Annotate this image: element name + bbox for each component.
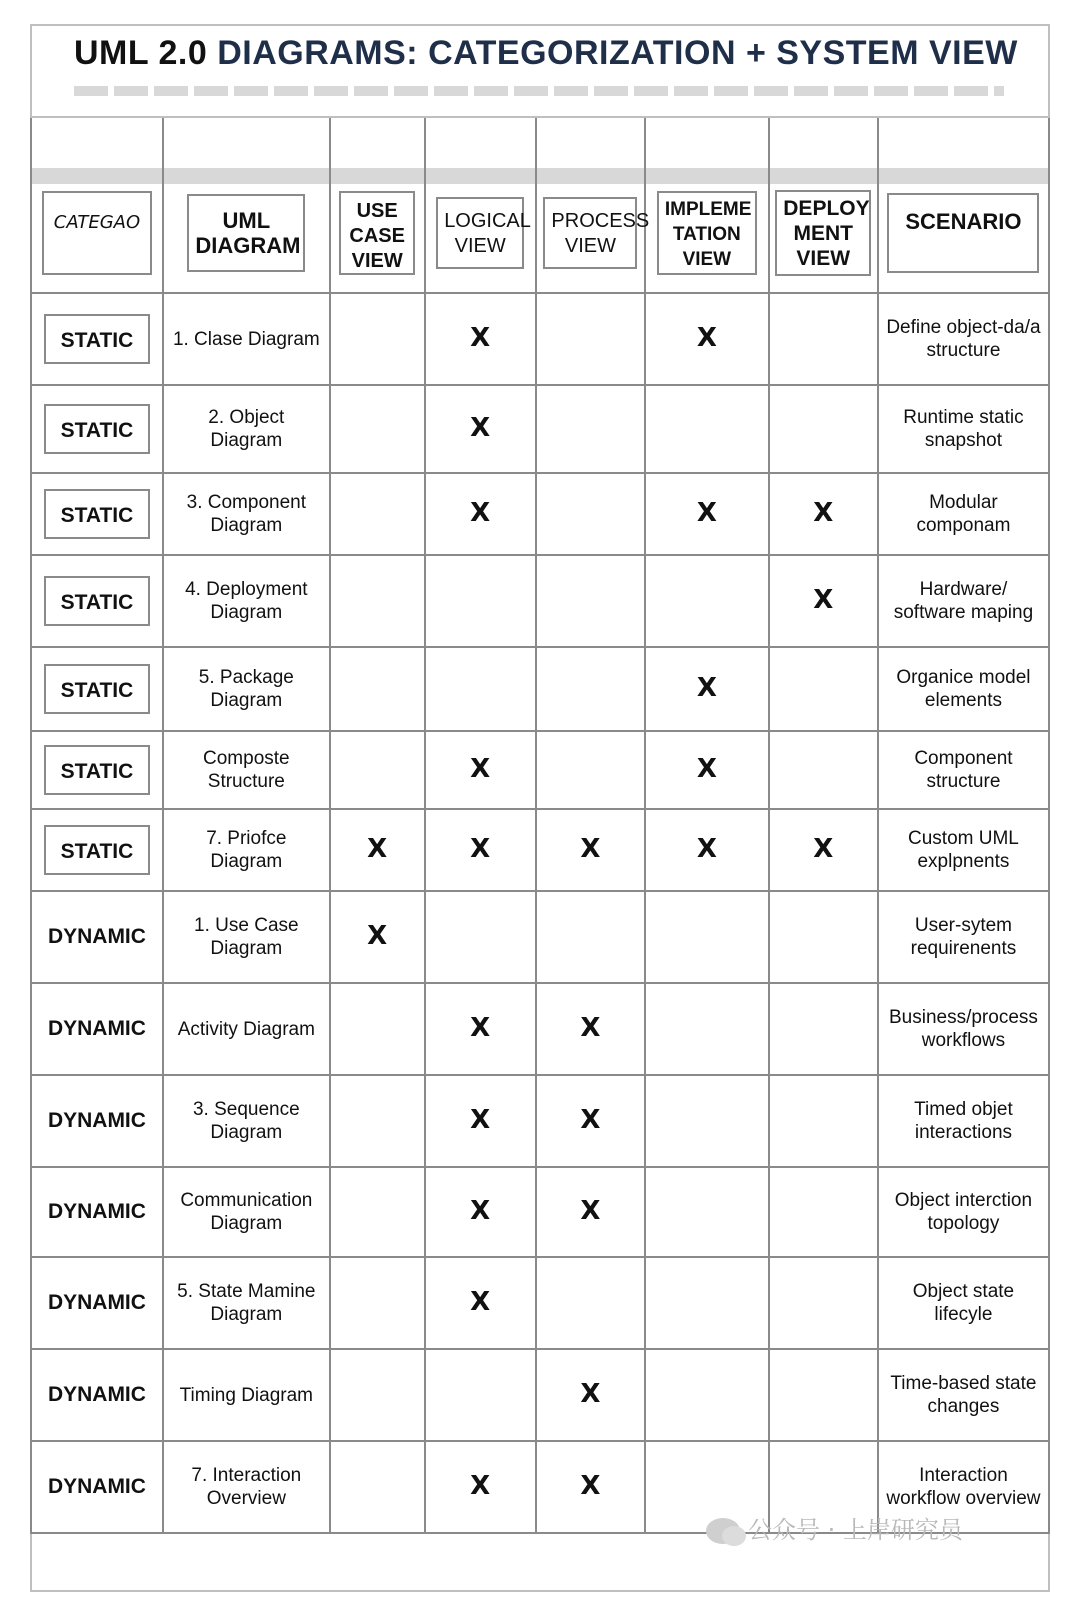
- deployment-view-cell: [769, 983, 878, 1075]
- category-label: DYNAMIC: [47, 1109, 146, 1132]
- header-scenario: SCENARIO: [878, 173, 1049, 293]
- table-row: [31, 731, 1049, 809]
- check-mark: X: [813, 584, 834, 615]
- category-label: DYNAMIC: [47, 925, 146, 948]
- table-row: [31, 983, 1049, 1075]
- scenario-text: Modular componam: [916, 492, 1011, 536]
- check-mark: X: [696, 753, 717, 784]
- use-case-view-cell: [330, 473, 425, 555]
- header-logical-view: LOGICAL VIEW: [425, 173, 536, 293]
- deployment-view-cell: [769, 731, 878, 809]
- use-case-view-cell: [330, 1257, 425, 1349]
- category-label: DYNAMIC: [47, 1200, 146, 1223]
- check-mark: X: [470, 412, 491, 443]
- uml-table: [30, 118, 1050, 1534]
- title-box: [30, 24, 1050, 118]
- scenario-text: Interaction workflow overview: [886, 1465, 1041, 1509]
- deployment-view-cell: [769, 891, 878, 983]
- implementation-view-cell: [645, 1075, 769, 1167]
- diagram-cell: [163, 1257, 330, 1349]
- check-mark: X: [813, 497, 834, 528]
- diagram-cell: [163, 1075, 330, 1167]
- use-case-view-cell: [330, 385, 425, 473]
- implementation-view-cell: [645, 385, 769, 473]
- check-mark: X: [696, 497, 717, 528]
- logical-view-cell: [425, 293, 536, 385]
- diagram-cell: [163, 809, 330, 891]
- logical-view-cell: [425, 891, 536, 983]
- scenario-cell: [878, 1075, 1049, 1167]
- scenario-cell: [878, 1167, 1049, 1257]
- use-case-view-cell: [330, 555, 425, 647]
- table-row: [31, 891, 1049, 983]
- implementation-view-cell: [645, 983, 769, 1075]
- logical-view-cell: [425, 1257, 536, 1349]
- check-mark: X: [813, 833, 834, 864]
- check-mark: X: [470, 1470, 491, 1501]
- logical-view-cell: [425, 1167, 536, 1257]
- table-row: [31, 555, 1049, 647]
- diagram-cell: [163, 891, 330, 983]
- category-cell: [31, 1167, 163, 1257]
- deployment-view-cell: [769, 1349, 878, 1441]
- table-row: [31, 647, 1049, 731]
- check-mark: X: [580, 1470, 601, 1501]
- diagram-name: 5. State Mamine Diagram: [177, 1281, 316, 1325]
- deployment-view-cell: [769, 1075, 878, 1167]
- implementation-view-cell: [645, 473, 769, 555]
- table-row: [31, 1075, 1049, 1167]
- deployment-view-cell: [769, 385, 878, 473]
- check-mark: X: [470, 497, 491, 528]
- deployment-view-cell: [769, 809, 878, 891]
- title-part-2: DIAGRAMS: CATEGORIZATION + SYSTEM VIEW: [217, 34, 1018, 72]
- implementation-view-cell: [645, 891, 769, 983]
- table-row: [31, 1349, 1049, 1441]
- category-cell: [31, 555, 163, 647]
- table-row: [31, 385, 1049, 473]
- use-case-view-cell: [330, 983, 425, 1075]
- logical-view-cell: [425, 473, 536, 555]
- process-view-cell: [536, 983, 645, 1075]
- watermark: [706, 1510, 963, 1545]
- scenario-text: Runtime static snapshot: [903, 407, 1024, 451]
- diagram-name: 5. Package Diagram: [198, 667, 294, 711]
- watermark-text: 公众号 · 上岸研究员: [748, 1516, 963, 1544]
- category-cell: [31, 983, 163, 1075]
- process-view-cell: [536, 385, 645, 473]
- diagram-cell: [163, 1441, 330, 1533]
- process-view-cell: [536, 1075, 645, 1167]
- process-view-cell: [536, 1441, 645, 1533]
- check-mark: X: [696, 322, 717, 353]
- scenario-cell: [878, 1349, 1049, 1441]
- scenario-cell: [878, 473, 1049, 555]
- check-mark: X: [470, 1012, 491, 1043]
- category-cell: [31, 809, 163, 891]
- category-cell: [31, 473, 163, 555]
- logical-view-cell: [425, 647, 536, 731]
- diagram-cell: [163, 731, 330, 809]
- logical-view-cell: [425, 385, 536, 473]
- use-case-view-cell: [330, 891, 425, 983]
- deployment-view-cell: [769, 473, 878, 555]
- scenario-text: Object state lifecyle: [912, 1281, 1015, 1325]
- scenario-text: Time-based state changes: [890, 1373, 1037, 1417]
- table-row: [31, 1167, 1049, 1257]
- diagram-cell: [163, 647, 330, 731]
- page-title: [74, 34, 1018, 73]
- check-mark: X: [470, 1104, 491, 1135]
- implementation-view-cell: [645, 1349, 769, 1441]
- table-row: [31, 1257, 1049, 1349]
- diagram-cell: [163, 1167, 330, 1257]
- header-category: CATEGAO: [31, 173, 163, 293]
- process-view-cell: [536, 731, 645, 809]
- deployment-view-cell: [769, 1167, 878, 1257]
- use-case-view-cell: [330, 1167, 425, 1257]
- category-cell: [31, 293, 163, 385]
- category-label: STATIC: [44, 825, 150, 875]
- scenario-text: Object interction topology: [894, 1190, 1033, 1234]
- check-mark: X: [367, 920, 388, 951]
- category-label: DYNAMIC: [47, 1291, 146, 1314]
- category-cell: [31, 1349, 163, 1441]
- scenario-text: Organice model elements: [896, 667, 1031, 711]
- logical-view-cell: [425, 1075, 536, 1167]
- scenario-cell: [878, 891, 1049, 983]
- diagram-cell: [163, 1349, 330, 1441]
- logical-view-cell: [425, 1349, 536, 1441]
- deployment-view-cell: [769, 647, 878, 731]
- header-spacer-row: [31, 118, 1049, 173]
- check-mark: X: [580, 1378, 601, 1409]
- category-cell: [31, 1441, 163, 1533]
- implementation-view-cell: [645, 731, 769, 809]
- implementation-view-cell: [645, 293, 769, 385]
- process-view-cell: [536, 647, 645, 731]
- category-cell: [31, 731, 163, 809]
- check-mark: X: [470, 753, 491, 784]
- scenario-text: Define object-da/a structure: [886, 317, 1041, 361]
- scenario-text: Component structure: [914, 748, 1013, 792]
- logical-view-cell: [425, 731, 536, 809]
- scenario-cell: [878, 647, 1049, 731]
- scenario-cell: [878, 555, 1049, 647]
- diagram-name: Communication Diagram: [180, 1190, 313, 1234]
- scenario-text: User-sytem requirenents: [910, 915, 1017, 959]
- diagram-cell: [163, 473, 330, 555]
- implementation-view-cell: [645, 1167, 769, 1257]
- category-cell: [31, 1075, 163, 1167]
- diagram-name: 7. Priofce Diagram: [206, 828, 287, 872]
- use-case-view-cell: [330, 1075, 425, 1167]
- scenario-cell: [878, 983, 1049, 1075]
- process-view-cell: [536, 1167, 645, 1257]
- scenario-cell: [878, 731, 1049, 809]
- category-label: DYNAMIC: [47, 1383, 146, 1406]
- diagram-name: Activity Diagram: [177, 1018, 315, 1040]
- process-view-cell: [536, 1257, 645, 1349]
- check-mark: X: [470, 322, 491, 353]
- process-view-cell: [536, 293, 645, 385]
- check-mark: X: [470, 833, 491, 864]
- scenario-text: Timed objet interactions: [914, 1099, 1013, 1143]
- check-mark: X: [580, 1012, 601, 1043]
- process-view-cell: [536, 555, 645, 647]
- diagram-name: Composte Structure: [203, 748, 290, 792]
- use-case-view-cell: [330, 731, 425, 809]
- diagram-cell: [163, 385, 330, 473]
- table-row: [31, 473, 1049, 555]
- process-view-cell: [536, 891, 645, 983]
- process-view-cell: [536, 473, 645, 555]
- diagram-cell: [163, 983, 330, 1075]
- scenario-cell: [878, 1257, 1049, 1349]
- diagram-name: 7. Interaction Overview: [191, 1465, 302, 1509]
- table-row: [31, 293, 1049, 385]
- category-cell: [31, 1257, 163, 1349]
- implementation-view-cell: [645, 555, 769, 647]
- diagram-name: 2. Object Diagram: [208, 407, 285, 451]
- check-mark: X: [470, 1286, 491, 1317]
- check-mark: X: [580, 1195, 601, 1226]
- check-mark: X: [367, 833, 388, 864]
- use-case-view-cell: [330, 1349, 425, 1441]
- header-deployment-view: DEPLOY MENT VIEW: [769, 173, 878, 293]
- wechat-icon: [706, 1518, 740, 1544]
- scenario-cell: [878, 293, 1049, 385]
- diagram-cell: [163, 555, 330, 647]
- scenario-text: Hardware/ software maping: [893, 579, 1034, 623]
- header-row: [31, 173, 1049, 293]
- use-case-view-cell: [330, 809, 425, 891]
- implementation-view-cell: [645, 647, 769, 731]
- deployment-view-cell: [769, 555, 878, 647]
- header-process-view: PROCESS VIEW: [536, 173, 645, 293]
- header-uml-diagram: UML DIAGRAM: [163, 173, 330, 293]
- category-label: STATIC: [44, 404, 150, 454]
- category-label: STATIC: [44, 576, 150, 626]
- check-mark: X: [470, 1195, 491, 1226]
- implementation-view-cell: [645, 1257, 769, 1349]
- diagram-name: 4. Deployment Diagram: [185, 579, 308, 623]
- category-label: STATIC: [44, 314, 150, 364]
- logical-view-cell: [425, 1441, 536, 1533]
- logical-view-cell: [425, 809, 536, 891]
- process-view-cell: [536, 809, 645, 891]
- logical-view-cell: [425, 983, 536, 1075]
- scenario-cell: [878, 809, 1049, 891]
- scenario-text: Custom UML explpnents: [908, 828, 1019, 872]
- use-case-view-cell: [330, 647, 425, 731]
- process-view-cell: [536, 1349, 645, 1441]
- check-mark: X: [696, 833, 717, 864]
- deployment-view-cell: [769, 293, 878, 385]
- title-part-1: UML 2.0: [74, 34, 218, 72]
- category-label: STATIC: [44, 664, 150, 714]
- diagram-name: Timing Diagram: [179, 1384, 314, 1406]
- implementation-view-cell: [645, 809, 769, 891]
- logical-view-cell: [425, 555, 536, 647]
- deployment-view-cell: [769, 1257, 878, 1349]
- diagram-cell: [163, 293, 330, 385]
- diagram-name: 1. Clase Diagram: [172, 328, 320, 350]
- category-cell: [31, 891, 163, 983]
- use-case-view-cell: [330, 293, 425, 385]
- header-implementation-view: IMPLEME TATION VIEW: [645, 173, 769, 293]
- check-mark: X: [580, 1104, 601, 1135]
- category-label: DYNAMIC: [47, 1017, 146, 1040]
- check-mark: X: [696, 672, 717, 703]
- category-label: DYNAMIC: [47, 1475, 146, 1498]
- scenario-text: Business/process workflows: [888, 1007, 1038, 1051]
- table-row: [31, 809, 1049, 891]
- header-use-case-view: USE CASE VIEW: [330, 173, 425, 293]
- category-cell: [31, 385, 163, 473]
- check-mark: X: [580, 833, 601, 864]
- table-body: [31, 293, 1049, 1533]
- scenario-cell: [878, 385, 1049, 473]
- diagram-name: 3. Component Diagram: [186, 492, 306, 536]
- use-case-view-cell: [330, 1441, 425, 1533]
- title-underline: [74, 86, 1004, 96]
- category-label: STATIC: [44, 745, 150, 795]
- diagram-name: 3. Sequence Diagram: [192, 1099, 300, 1143]
- diagram-name: 1. Use Case Diagram: [194, 915, 299, 959]
- category-cell: [31, 647, 163, 731]
- category-label: STATIC: [44, 489, 150, 539]
